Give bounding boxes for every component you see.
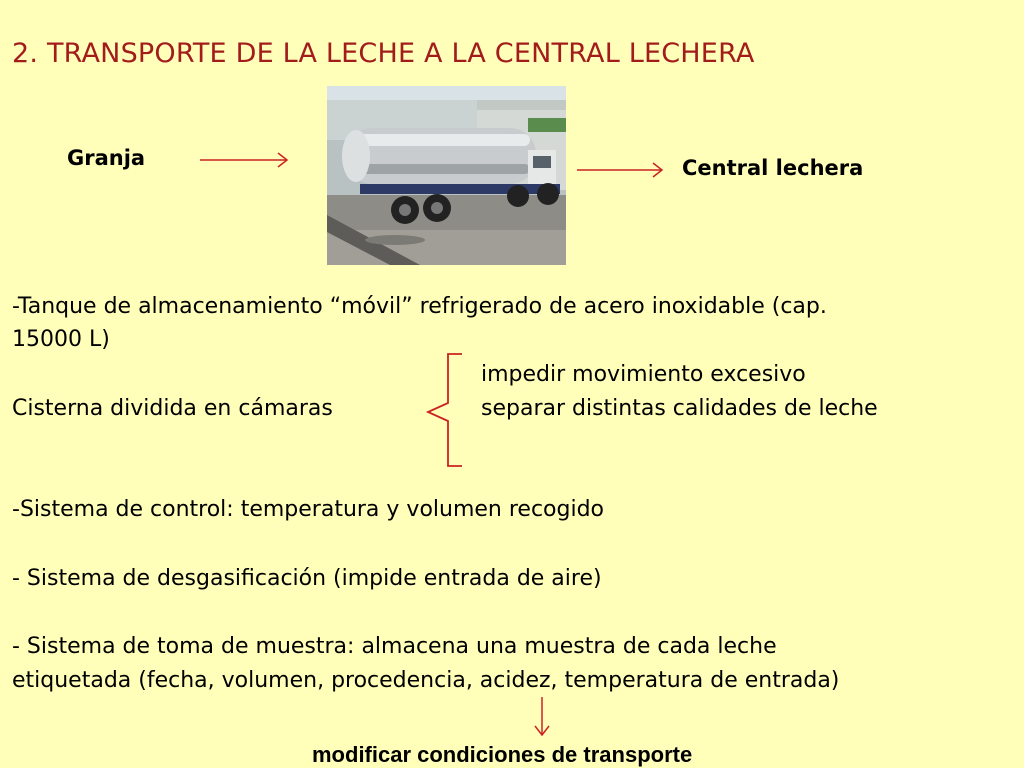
source-label-granja: Granja: [67, 146, 146, 170]
tank-line-1: -Tanque de almacenamiento “móvil” refrigerado de acero inoxidable (cap.: [12, 294, 827, 319]
curly-brace-icon: [428, 354, 462, 466]
arrow-right-icon: [200, 153, 287, 167]
cistern-text: Cisterna dividida en cámaras: [12, 396, 333, 421]
branch-top-text: impedir movimiento excesivo: [481, 362, 806, 387]
destination-label-central-lechera: Central lechera: [682, 156, 864, 180]
conclusion-text: modificar condiciones de transporte: [312, 742, 693, 767]
slide-title: 2. TRANSPORTE DE LA LECHE A LA CENTRAL LECHERA: [12, 38, 755, 69]
branch-bottom-text: separar distintas calidades de leche: [481, 396, 878, 421]
arrow-right-icon: [577, 163, 662, 177]
control-system-text: -Sistema de control: temperatura y volumen recogido: [12, 497, 605, 522]
milk-tanker-truck-photo: [327, 86, 566, 265]
arrow-down-icon: [535, 697, 549, 735]
degas-system-text: - Sistema de desgasificación (impide entrada de aire): [12, 566, 602, 591]
sample-system-line-2: etiquetada (fecha, volumen, procedencia, acidez, temperatura de entrada): [12, 668, 840, 693]
tank-line-2: 15000 L): [12, 327, 110, 352]
sample-system-line-1: - Sistema de toma de muestra: almacena una muestra de cada leche: [12, 634, 777, 659]
